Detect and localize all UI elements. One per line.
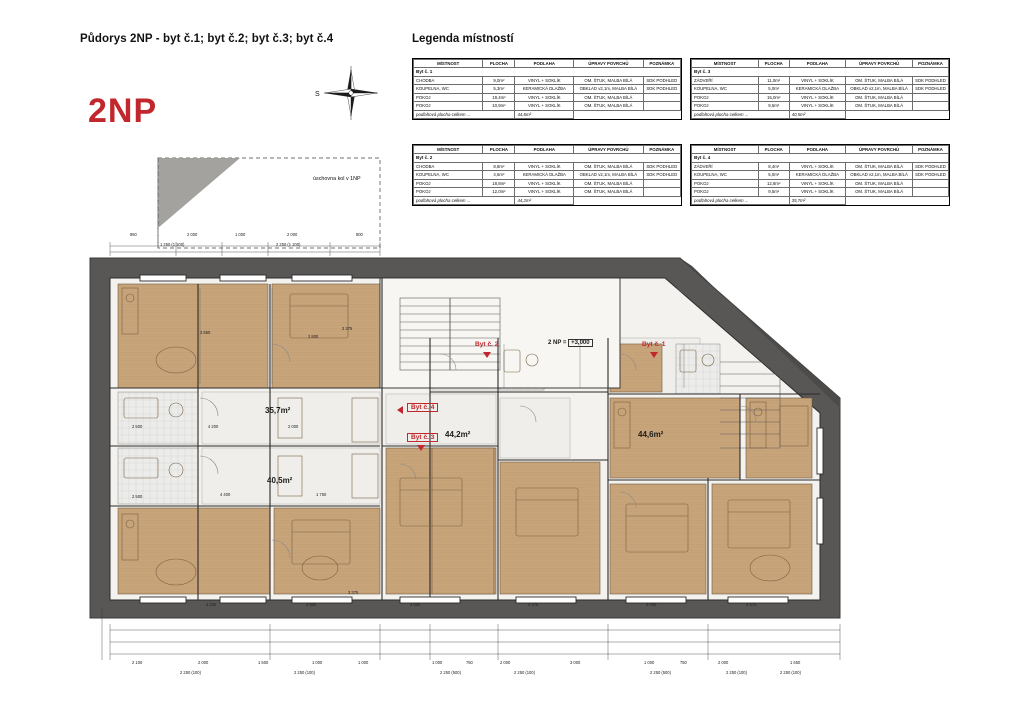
legend-header-plocha: PLOCHA	[483, 60, 515, 68]
table-row: POKOJ 19,4m² VINYL + SOKLÍK OM. ŠTUK, MALBA BÍLÁ	[414, 93, 681, 101]
table-row: ZÁDVEŘÍ 8,4m² VINYL + SOKLÍK OM. ŠTUK, MALBA BÍLÁ SDK PODHLED	[692, 163, 949, 171]
floor-label: 2NP	[88, 92, 158, 130]
table-row: POKOJ 10,9m² VINYL + SOKLÍK OM. ŠTUK, MALBA BÍLÁ	[414, 102, 681, 110]
legend-total-value: 40,5m²	[789, 110, 846, 119]
dim-int-3375c: 3 375	[528, 602, 539, 607]
table-row: CHODBA 8,8m² VINYL + SOKLÍK OM. ŠTUK, MALBA BÍLÁ SDK PODHLED	[414, 163, 681, 171]
legend-total-label: podlahová plocha celkem ...	[414, 110, 515, 119]
dim-int-2000: 2 000	[288, 424, 299, 429]
dim-bot-13: 1 650	[790, 660, 801, 665]
dim-top-2: 2 000	[187, 232, 198, 237]
legend-header-plocha: PLOCHA	[758, 60, 789, 68]
legend-group-title: Byt č. 4	[692, 154, 949, 163]
legend-header-poznamka: POZNÁMKA	[912, 60, 948, 68]
compass-label-west: S	[315, 91, 320, 98]
legend-group-title: Byt č. 2	[414, 154, 681, 163]
dim-bot-9: 3 000	[570, 660, 581, 665]
dim-bot-6: 1 000	[432, 660, 443, 665]
legend-header-mistnost: MÍSTNOST	[692, 146, 759, 154]
table-row: POKOJ 15,0m² VINYL + SOKLÍK OM. ŠTUK, MALBA BÍLÁ	[692, 93, 949, 101]
legend-total-label: podlahová plocha celkem ...	[414, 196, 515, 205]
legend-header-mistnost: MÍSTNOST	[414, 60, 483, 68]
level-note	[548, 340, 593, 346]
level-note-label: 2 NP =	[548, 340, 569, 346]
dim-top-4: 2 000	[287, 232, 298, 237]
dim-bot-5: 1 000	[358, 660, 369, 665]
table-row: ZÁDVEŘÍ 11,0m² VINYL + SOKLÍK OM. ŠTUK, MALBA BÍLÁ SDK PODHLED	[692, 77, 949, 85]
dim-int-3000b: 3 000	[646, 602, 657, 607]
dim-top-1: 950	[130, 232, 137, 237]
flat-4-arrow-icon	[397, 406, 403, 414]
dim-int-4200b: 4 200	[206, 602, 217, 607]
table-row: KOUPELNA, WC 5,3m² KERAMICKÁ DLAŽBA OBKLAD v2,1m, MALBA BÍLÁ SDK PODHLED	[414, 85, 681, 93]
legend-header-upravy: ÚPRAVY POVRCHŮ	[574, 60, 643, 68]
dim-bot-8: 2 000	[500, 660, 511, 665]
flat-1-arrow-icon	[650, 352, 658, 358]
legend-header-poznamka: POZNÁMKA	[643, 60, 680, 68]
page-title-left: Půdorys 2NP - byt č.1; byt č.2; byt č.3; byt č.4	[80, 33, 334, 45]
dim-top-3: 1 000	[235, 232, 246, 237]
flat-tag-byt-2: Byt č. 2	[475, 341, 499, 348]
area-byt-1: 44,6m²	[638, 430, 664, 439]
dim-bot2-6: 2 250 (100)	[726, 670, 747, 675]
legend-header-podlaha: PODLAHA	[515, 60, 574, 68]
dim-int-3850: 3 850	[200, 330, 211, 335]
dim-int-2800: 2 800	[308, 334, 319, 339]
legend-group-title: Byt č. 3	[692, 68, 949, 77]
dim-top-5: 800	[356, 232, 363, 237]
area-byt-4: 35,7m²	[265, 406, 291, 415]
legend-header-poznamka: POZNÁMKA	[912, 146, 948, 154]
floor-plan-drawing	[80, 148, 952, 678]
table-row: KOUPELNA, WC 5,0m² KERAMICKÁ DLAŽBA OBKLAD v2,1m, MALBA BÍLÁ SDK PODHLED	[692, 85, 949, 93]
dim-int-4200: 4 200	[208, 424, 219, 429]
legend-total-value: 44,6m²	[515, 110, 574, 119]
table-row: POKOJ 9,5m² VINYL + SOKLÍK OM. ŠTUK, MALBA BÍLÁ	[692, 102, 949, 110]
dim-top-alt-2: 2 250 (1 100)	[276, 242, 301, 247]
table-row: POKOJ 9,5m² VINYL + SOKLÍK OM. ŠTUK, MALBA BÍLÁ	[692, 188, 949, 196]
dim-top-alt-1: 1 250 (1 100)	[160, 242, 185, 247]
dim-int-2500: 2 500	[132, 424, 143, 429]
table-row: KOUPELNA, WC 5,0m² KERAMICKÁ DLAŽBA OBKLAD v2,1m, MALBA BÍLÁ SDK PODHLED	[692, 171, 949, 179]
dim-int-3375: 3 375	[342, 326, 353, 331]
dim-bot-12: 2 000	[718, 660, 729, 665]
legend-header-mistnost: MÍSTNOST	[692, 60, 759, 68]
dim-bot-4: 1 000	[312, 660, 323, 665]
legend-total-label: podlahová plocha celkem ...	[692, 196, 790, 205]
legend-header-plocha: PLOCHA	[758, 146, 789, 154]
legend-header-podlaha: PODLAHA	[789, 60, 846, 68]
table-row: POKOJ 12,0m² VINYL + SOKLÍK OM. ŠTUK, MALBA BÍLÁ	[414, 188, 681, 196]
dim-bot2-4: 2 250 (100)	[514, 670, 535, 675]
dim-int-2800b: 2 800	[306, 602, 317, 607]
dim-bot2-1: 2 250 (100)	[180, 670, 201, 675]
dim-bot-10: 1 000	[644, 660, 655, 665]
dim-int-3375b: 3 375	[348, 590, 359, 595]
legend-header-upravy: ÚPRAVY POVRCHŮ	[846, 146, 913, 154]
dim-bot-1: 2 100	[132, 660, 143, 665]
legend-group-title: Byt č. 1	[414, 68, 681, 77]
flat-2-arrow-icon	[483, 352, 491, 358]
legend-header-mistnost: MÍSTNOST	[414, 146, 483, 154]
compass-rose	[305, 62, 397, 124]
legend-header-upravy: ÚPRAVY POVRCHŮ	[846, 60, 913, 68]
area-byt-2: 44,2m²	[445, 430, 471, 439]
dim-int-3375d: 3 375	[746, 602, 757, 607]
dim-int-1750: 1 750	[316, 492, 327, 497]
dim-int-2500b: 2 500	[132, 494, 143, 499]
dim-int-3000: 3 000	[410, 602, 421, 607]
dim-bot2-7: 2 250 (100)	[780, 670, 801, 675]
flat-tag-byt-4: Byt č. 4	[407, 403, 438, 412]
legend-total-value: 44,2m²	[515, 196, 574, 205]
flat-tag-byt-3: Byt č. 3	[407, 433, 438, 442]
dim-bot-2: 2 000	[198, 660, 209, 665]
dim-bot-11: 750	[680, 660, 687, 665]
table-row: POKOJ 12,8m² VINYL + SOKLÍK OM. ŠTUK, MALBA BÍLÁ	[692, 179, 949, 187]
table-row: CHODBA 9,0m² VINYL + SOKLÍK OM. ŠTUK, MALBA BÍLÁ SDK PODHLED	[414, 77, 681, 85]
page-title-right: Legenda místností	[412, 33, 514, 45]
dim-bot2-5: 2 250 (500)	[650, 670, 671, 675]
dim-bot-7: 750	[466, 660, 473, 665]
bike-storage-note: úschovna kol v 1NP	[313, 176, 361, 182]
area-byt-3: 40,5m²	[267, 476, 293, 485]
legend-total-value: 35,7m²	[789, 196, 846, 205]
flat-tag-byt-1: Byt č. 1	[642, 341, 666, 348]
legend-total-label: podlahová plocha celkem ...	[692, 110, 790, 119]
legend-table-byt-1	[412, 58, 682, 120]
legend-header-upravy: ÚPRAVY POVRCHŮ	[574, 146, 643, 154]
legend-table-byt-3	[690, 58, 950, 120]
table-row: KOUPELNA, WC 4,6m² KERAMICKÁ DLAŽBA OBKLAD v2,1m, MALBA BÍLÁ SDK PODHLED	[414, 171, 681, 179]
level-note-value: +3,000	[568, 339, 593, 347]
legend-header-podlaha: PODLAHA	[515, 146, 574, 154]
legend-header-poznamka: POZNÁMKA	[643, 146, 680, 154]
flat-3-arrow-icon	[417, 445, 425, 451]
dim-bot-3: 1 500	[258, 660, 269, 665]
dim-bot2-2: 2 250 (100)	[294, 670, 315, 675]
dim-int-4400: 4 400	[220, 492, 231, 497]
table-row: POKOJ 18,8m² VINYL + SOKLÍK OM. ŠTUK, MALBA BÍLÁ	[414, 179, 681, 187]
dim-bot2-3: 2 250 (500)	[440, 670, 461, 675]
legend-header-podlaha: PODLAHA	[789, 146, 846, 154]
legend-header-plocha: PLOCHA	[483, 146, 515, 154]
